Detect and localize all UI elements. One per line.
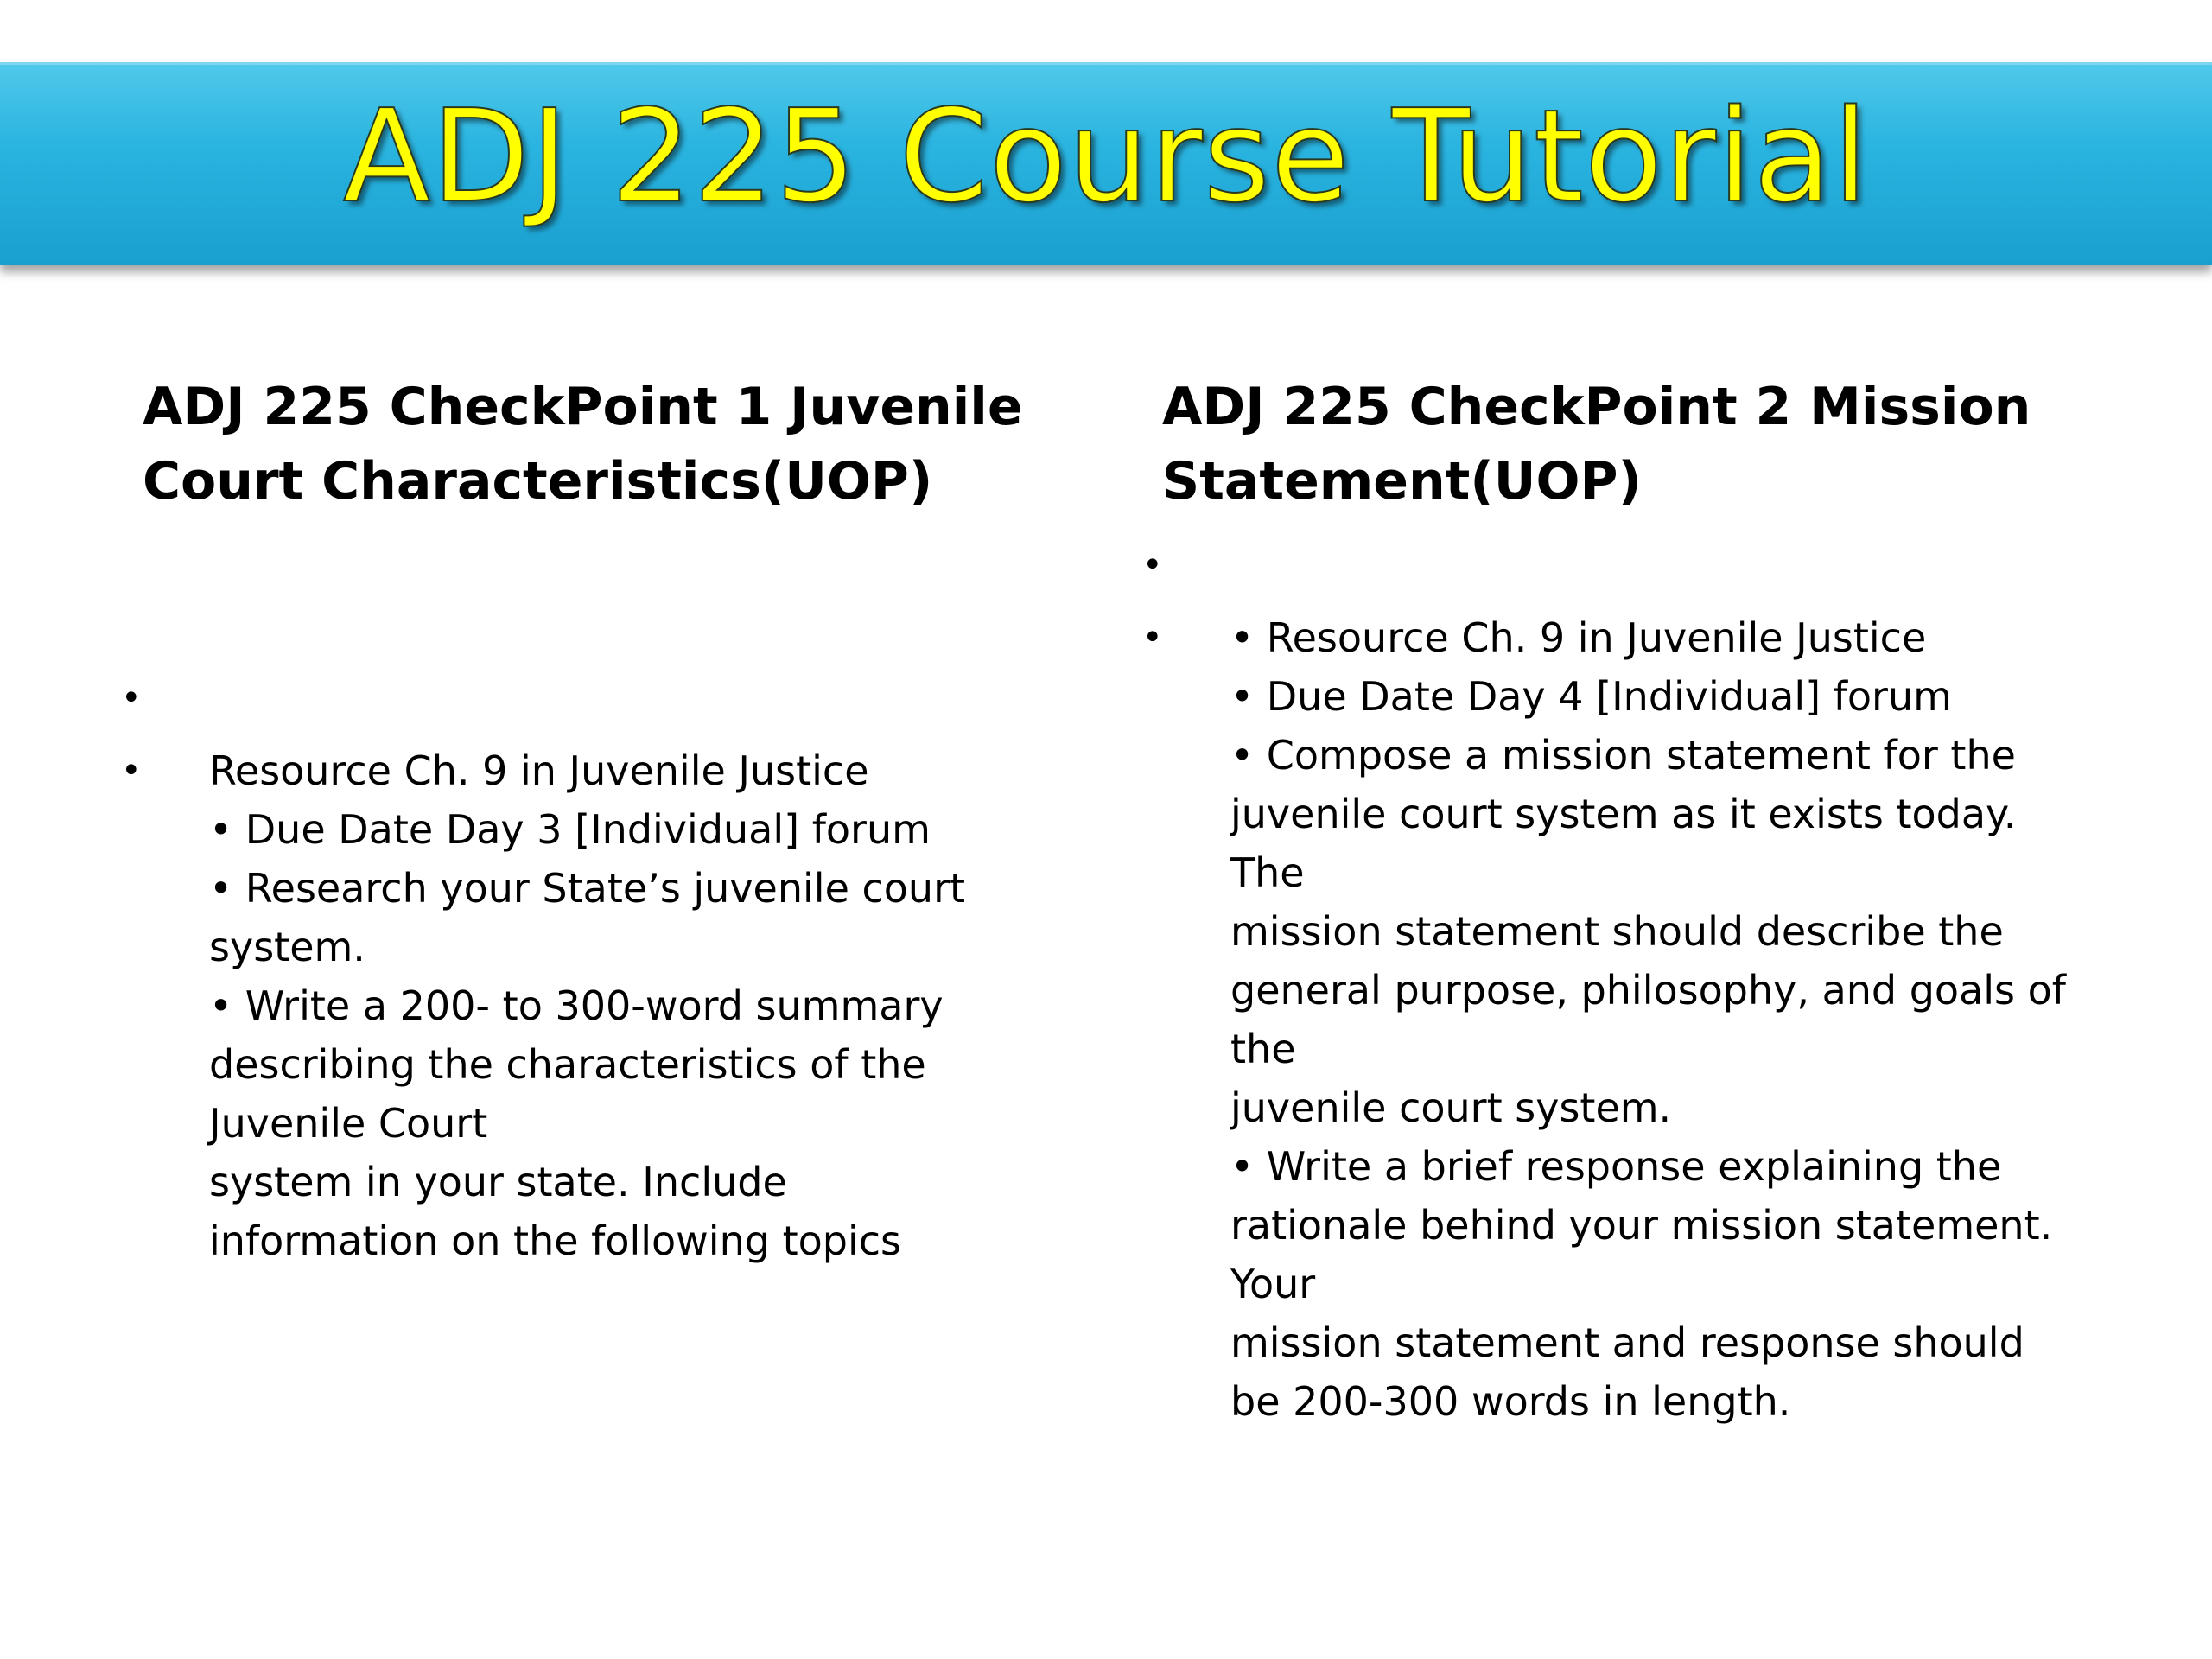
list-item xyxy=(1142,608,2110,1431)
list-item-empty xyxy=(121,669,1037,728)
bullet-icon: • xyxy=(121,751,142,791)
right-heading-line1: ADJ 225 CheckPoint 2 Mission xyxy=(1162,377,2031,437)
slide-title: ADJ 225 Course Tutorial xyxy=(342,82,1870,231)
left-bullet-list xyxy=(121,669,1037,1270)
list-spacer xyxy=(1142,594,2110,608)
left-column xyxy=(143,370,1076,518)
bullet-icon: • xyxy=(1142,545,1163,585)
right-item-text: • Resource Ch. 9 in Juvenile Justice • Due Date Day 4 [Individual] forum • Compose a mission statement for the juvenile court system as it exists today. The mission statement should describe the general purpose, philosophy, and goals of the juvenile court system. • Write a brief response explaining the rationale behind your mission statement. Your mission statement and response should be 200-300 words in length. xyxy=(1230,614,2066,1425)
bullet-icon: • xyxy=(121,678,142,718)
left-heading-line1: ADJ 225 CheckPoint 1 Juvenile xyxy=(143,377,1023,437)
left-heading-line2: Court Characteristics(UOP) xyxy=(143,451,933,512)
left-item-text: Resource Ch. 9 in Juvenile Justice • Due Date Day 3 [Individual] forum • Research your State’s juvenile court system. • Write a 200- to 300-word summary describing the characteristics of the Juvenile Court system in your state. Include information on the following topics xyxy=(209,747,966,1264)
list-item-empty xyxy=(1142,536,2110,594)
bullet-icon: • xyxy=(1142,618,1163,658)
list-item xyxy=(121,741,1037,1270)
right-column xyxy=(1162,370,2113,518)
title-banner xyxy=(0,62,2212,265)
list-spacer xyxy=(121,728,1037,741)
right-heading-line2: Statement(UOP) xyxy=(1162,451,1642,512)
right-bullet-list xyxy=(1142,536,2110,1431)
right-column-heading xyxy=(1162,370,2113,518)
left-column-heading xyxy=(143,370,1076,518)
